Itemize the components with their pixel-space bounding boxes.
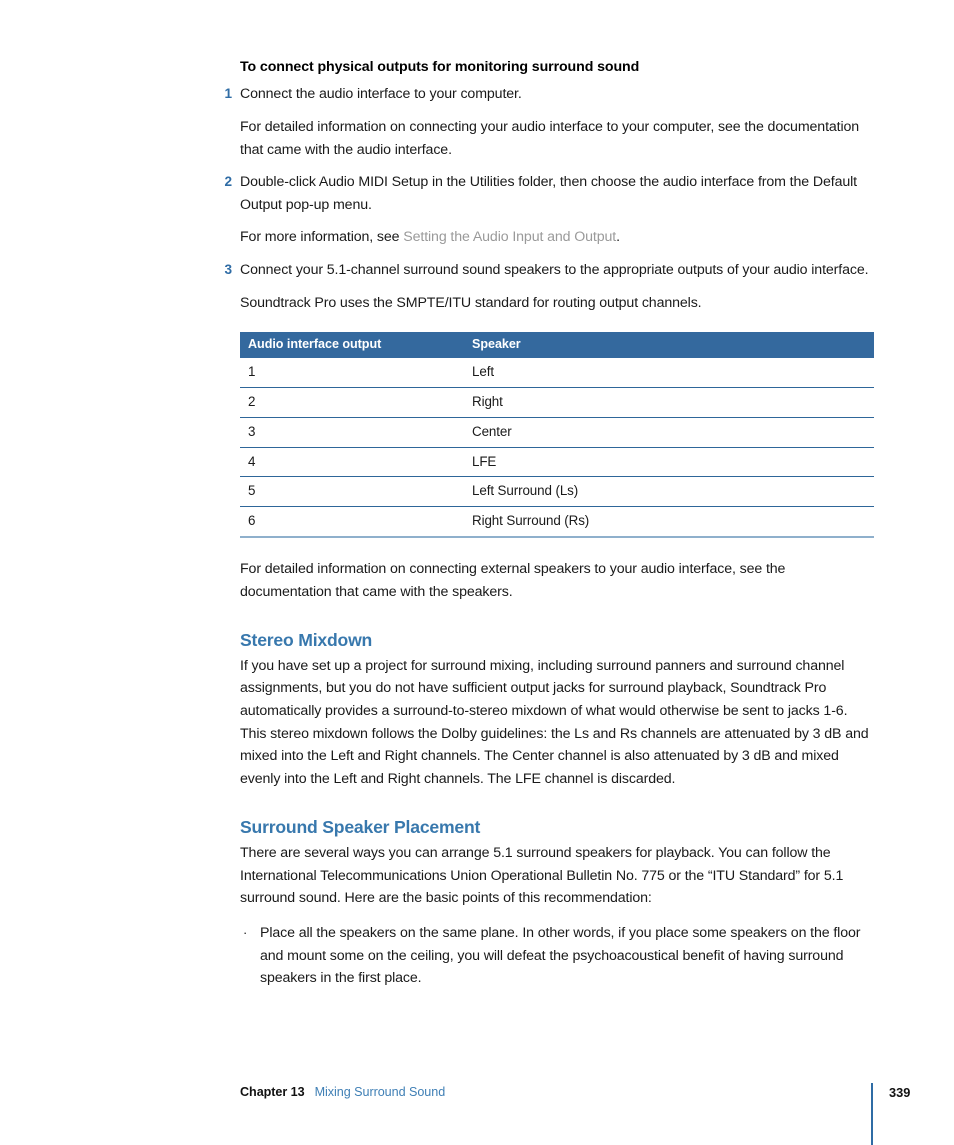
footer-chapter-label: Chapter 13 xyxy=(240,1085,305,1099)
footer-chapter-info xyxy=(240,1085,445,1099)
after-table-paragraph: For detailed information on connecting external speakers to your audio interface, see the documentation that came with the speakers. xyxy=(240,560,786,600)
page-footer xyxy=(240,1085,954,1145)
cell-output: 5 xyxy=(240,477,464,507)
procedure-heading: To connect physical outputs for monitoring surround sound xyxy=(240,59,640,75)
table-row xyxy=(240,477,874,507)
footer-chapter-title[interactable]: Mixing Surround Sound xyxy=(314,1085,446,1099)
step-number: 1 xyxy=(224,86,232,102)
table-row xyxy=(240,388,874,418)
output-routing-table-wrapper xyxy=(240,332,874,538)
more-information-paragraph xyxy=(240,226,876,249)
cell-output: 1 xyxy=(240,358,464,387)
section-heading-surround-speaker-placement: Surround Speaker Placement xyxy=(240,817,481,838)
step-number: 3 xyxy=(224,262,232,278)
table-row xyxy=(240,417,874,447)
column-header-audio-interface-output: Audio interface output xyxy=(240,332,464,358)
cell-output: 4 xyxy=(240,447,464,477)
table-row xyxy=(240,447,874,477)
cell-output: 6 xyxy=(240,507,464,537)
column-header-speaker: Speaker xyxy=(464,332,874,358)
section-heading-stereo-mixdown: Stereo Mixdown xyxy=(240,630,373,651)
table-header-row xyxy=(240,332,874,358)
section-body-surround-speaker-placement: There are several ways you can arrange 5.1 surround speakers for playback. You can follow the International Telecommunications Union Operational Bulletin No. 775 or the “ITU Standard” for 5.1 surround sound. Here are the basic points of this recommendation: xyxy=(240,845,844,907)
list-item-text: Place all the speakers on the same plane. In other words, if you place some speakers on the floor and mount some on the ceiling, you will defeat the psychoacoustical benefit of having surround speakers in the first place. xyxy=(260,924,861,987)
table-body xyxy=(240,358,874,537)
cell-speaker: Left Surround (Ls) xyxy=(464,477,874,507)
procedure-step-1 xyxy=(224,83,876,106)
step-number: 2 xyxy=(224,174,232,190)
more-information-prefix: For more information, see xyxy=(240,229,404,246)
table-head xyxy=(240,332,874,358)
bullet-marker-icon: · xyxy=(243,924,248,940)
step-text: Connect the audio interface to your computer. xyxy=(240,86,522,103)
cross-reference-link[interactable]: Setting the Audio Input and Output xyxy=(403,229,617,246)
procedure-step-2 xyxy=(224,171,876,216)
step-3-detail-paragraph: Soundtrack Pro uses the SMPTE/ITU standard for routing output channels. xyxy=(240,294,702,311)
table-row xyxy=(240,358,874,387)
table-row xyxy=(240,507,874,537)
cell-speaker: Left xyxy=(464,358,874,387)
cell-speaker: Right xyxy=(464,388,874,418)
page-number: 339 xyxy=(889,1085,911,1100)
cell-speaker: LFE xyxy=(464,447,874,477)
section-body-stereo-mixdown: If you have set up a project for surround mixing, including surround panners and surround channel assignments, but you do not have sufficient output jacks for surround playback, Soundtrack Pro automatically provides a surround-to-stereo mixdown of what would otherwise be sent to jacks 1-6. This stereo mixdown follows the Dolby guidelines: the Ls and Rs channels are attenuated by 3 dB and mixed into the Left and Right channels. The Center channel is also attenuated by 3 dB and mixed evenly into the Left and Right channels. The LFE channel is discarded. xyxy=(240,657,869,787)
cell-speaker: Right Surround (Rs) xyxy=(464,507,874,537)
cell-speaker: Center xyxy=(464,417,874,447)
more-information-suffix: . xyxy=(616,229,620,246)
step-text: Connect your 5.1-channel surround sound speakers to the appropriate outputs of your audio interface. xyxy=(240,262,869,279)
cell-output: 2 xyxy=(240,388,464,418)
output-routing-table xyxy=(240,332,874,538)
step-text: Double-click Audio MIDI Setup in the Utilities folder, then choose the audio interface from the Default Output pop-up menu. xyxy=(240,174,857,213)
footer-divider-rule xyxy=(871,1083,873,1145)
cell-output: 3 xyxy=(240,417,464,447)
page-content xyxy=(216,58,876,990)
recommendation-bullet-list xyxy=(240,922,876,990)
list-item xyxy=(240,922,876,990)
step-1-detail-paragraph: For detailed information on connecting your audio interface to your computer, see the documentation that came with the audio interface. xyxy=(240,119,860,158)
procedure-step-3 xyxy=(224,259,876,282)
